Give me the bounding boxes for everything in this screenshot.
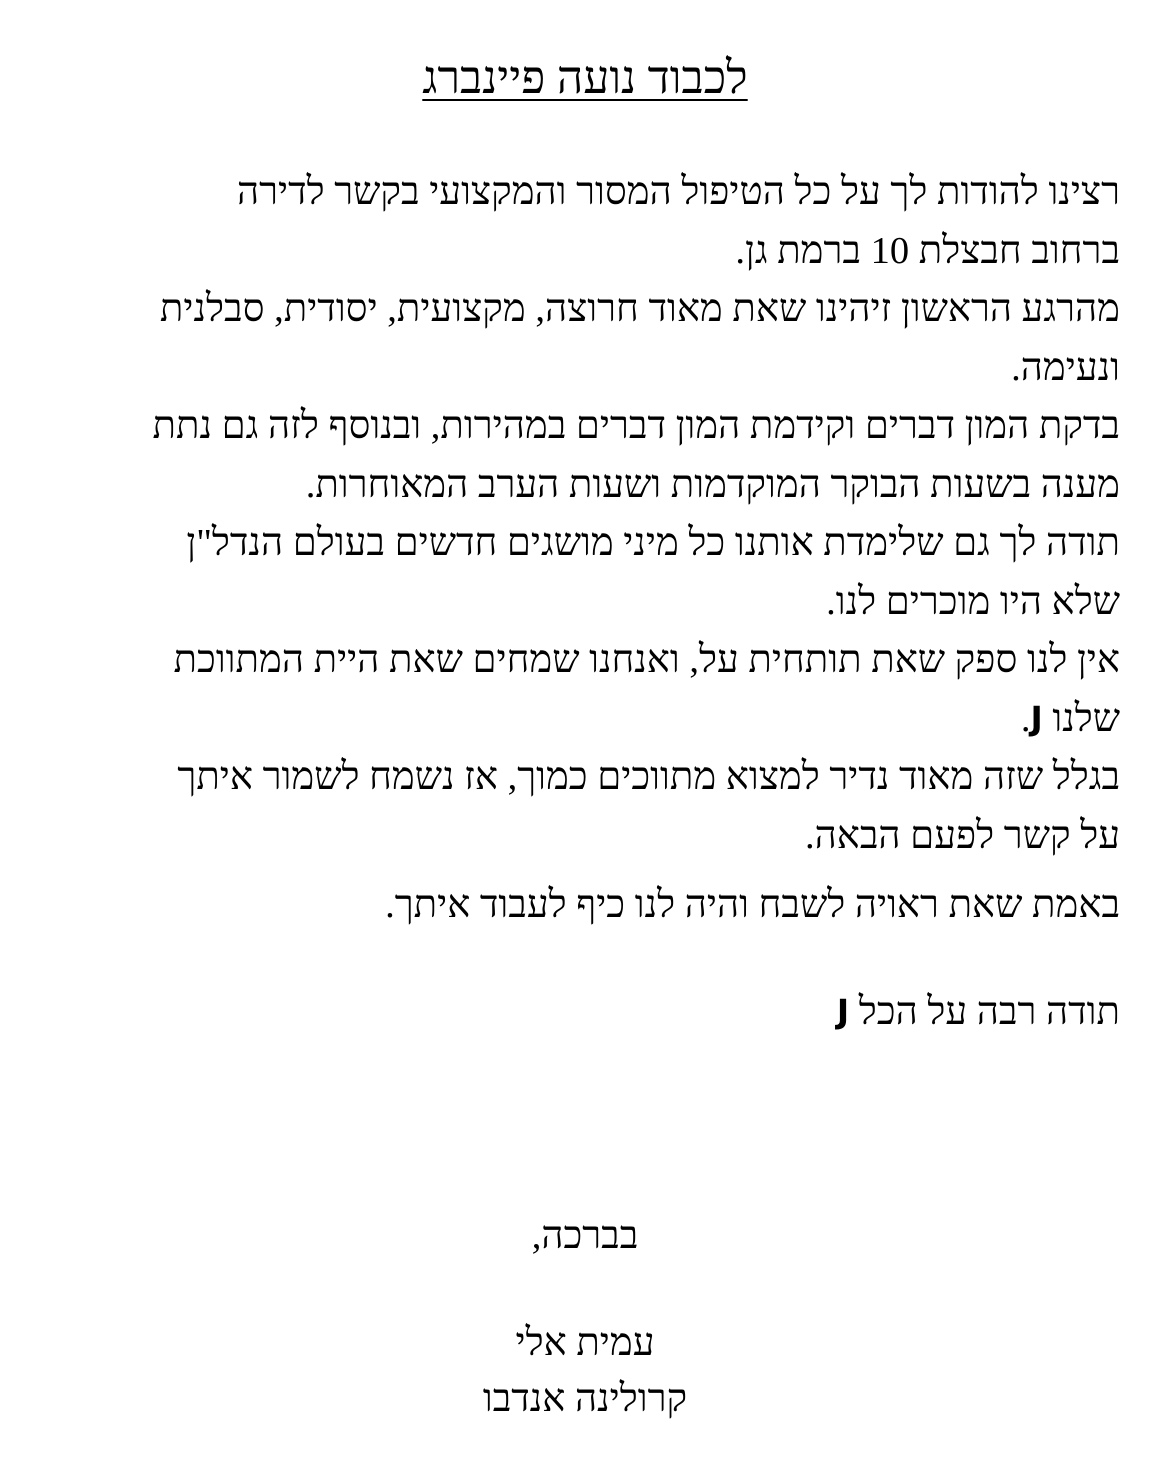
letter-body	[50, 163, 1120, 865]
body-line-with-smiley	[50, 690, 1120, 749]
letter-title: לכבוד נועה פיינברג	[422, 52, 748, 103]
smiley-icon: J	[1030, 698, 1043, 738]
body-line: ונעימה.	[1011, 346, 1120, 389]
praise-line: באמת שאת ראויה לשבח והיה לנו כיף לעבוד איתך.	[385, 884, 1120, 926]
body-line-text: שלנו	[1052, 697, 1120, 740]
body-line: רצינו להודות לך על כל הטיפול המסור והמקצועי בקשר לדירה	[236, 171, 1120, 213]
thanks-line	[837, 983, 1120, 1043]
body-line: מהרגע הראשון זיהינו שאת מאוד חרוצה, מקצועית, יסודית, סבלנית	[159, 288, 1120, 330]
thanks-text: תודה רבה על הכל	[858, 991, 1120, 1033]
body-line: ברחוב חבצלת 10 ברמת גן.	[735, 229, 1120, 272]
body-line: אין לנו ספק שאת תותחית על, ואנחנו שמחים שאת היית המתווכת	[173, 639, 1120, 681]
body-line: מענה בשעות הבוקר המוקדמות ושעות הערב המאוחרות.	[305, 463, 1120, 506]
signer-name: עמית אלי	[515, 1322, 655, 1364]
body-line: תודה לך גם שלימדת אותנו כל מיני מושגים חדשים בעולם הנדל"ן	[186, 522, 1120, 564]
sign-off: בברכה,	[531, 1215, 639, 1257]
body-line: בדקת המון דברים וקידמת המון דברים במהירות, ובנוסף לזה גם נתת	[152, 405, 1120, 447]
body-line: על קשר לפעם הבאה.	[804, 814, 1120, 857]
signer-name: קרולינה אנדבו	[482, 1378, 688, 1420]
line-end-period: .	[1020, 697, 1031, 740]
smiley-icon: J	[836, 992, 850, 1031]
body-line: בגלל שזה מאוד נדיר למצוא מתווכים כמוך, אז נשמח לשמור איתך	[177, 756, 1120, 798]
body-line: שלא היו מוכרים לנו.	[826, 580, 1120, 623]
